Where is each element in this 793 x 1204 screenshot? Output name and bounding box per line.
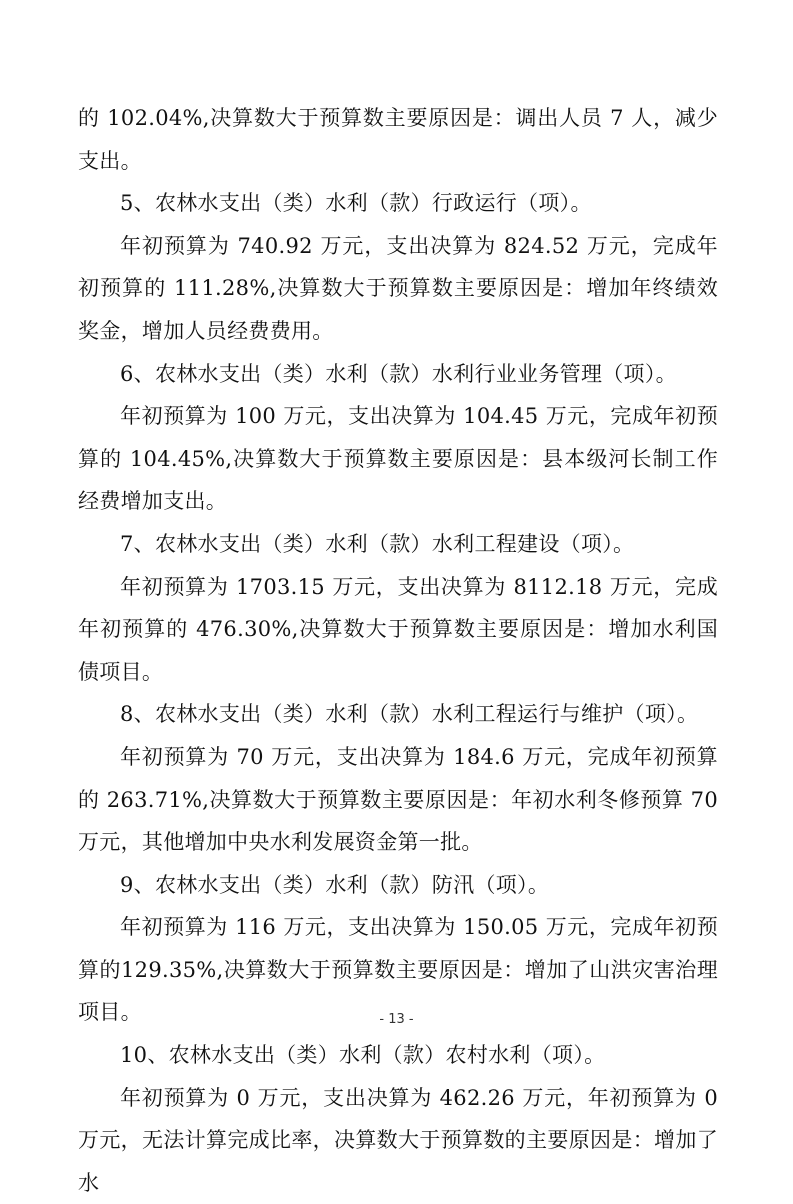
paragraph-6-detail: 年初预算为 100 万元，支出决算为 104.45 万元，完成年初预算的 104.45%,决算数大于预算数主要原因是：县本级河长制工作经费增加支出。: [78, 404, 718, 514]
section-heading-6: 6、农林水支出（类）水利（款）水利行业业务管理（项）。: [120, 361, 677, 386]
section-heading-9: 9、农林水支出（类）水利（款）防汛（项）。: [120, 872, 550, 897]
paragraph-8-detail: 年初预算为 70 万元，支出决算为 184.6 万元，完成年初预算的 263.71%,决算数大于预算数主要原因是：年初水利冬修预算 70 万元，其他增加中央水利发展资金第一批。: [78, 744, 718, 855]
section-heading-5: 5、农林水支出（类）水利（款）行政运行（项）。: [120, 191, 592, 216]
section-heading-7: 7、农林水支出（类）水利（款）水利工程建设（项）。: [120, 531, 635, 556]
paragraph-9-detail: 年初预算为 116 万元，支出决算为 150.05 万元，完成年初预算的129.35%,决算数大于预算数主要原因是：增加了山洪灾害治理项目。: [78, 915, 718, 1025]
document-body: [78, 97, 718, 1204]
section-heading-10: 10、农林水支出（类）水利（款）农村水利（项）。: [120, 1043, 606, 1068]
paragraph-continuation: 的 102.04%,决算数大于预算数主要原因是：调出人员 7 人，减少支出。: [78, 106, 718, 173]
page-number: - 13 -: [379, 1012, 414, 1027]
paragraph-10-detail: 年初预算为 0 万元，支出决算为 462.26 万元，年初预算为 0 万元，无法计算完成比率，决算数大于预算数的主要原因是：增加了水: [78, 1085, 718, 1195]
paragraph-5-detail: 年初预算为 740.92 万元，支出决算为 824.52 万元，完成年初预算的 111.28%,决算数大于预算数主要原因是：增加年终绩效奖金，增加人员经费费用。: [78, 233, 718, 343]
paragraph-7-detail: 年初预算为 1703.15 万元，支出决算为 8112.18 万元，完成年初预算的 476.30%,决算数大于预算数主要原因是：增加水利国债项目。: [78, 574, 718, 684]
section-heading-8: 8、农林水支出（类）水利（款）水利工程运行与维护（项）。: [120, 702, 699, 727]
